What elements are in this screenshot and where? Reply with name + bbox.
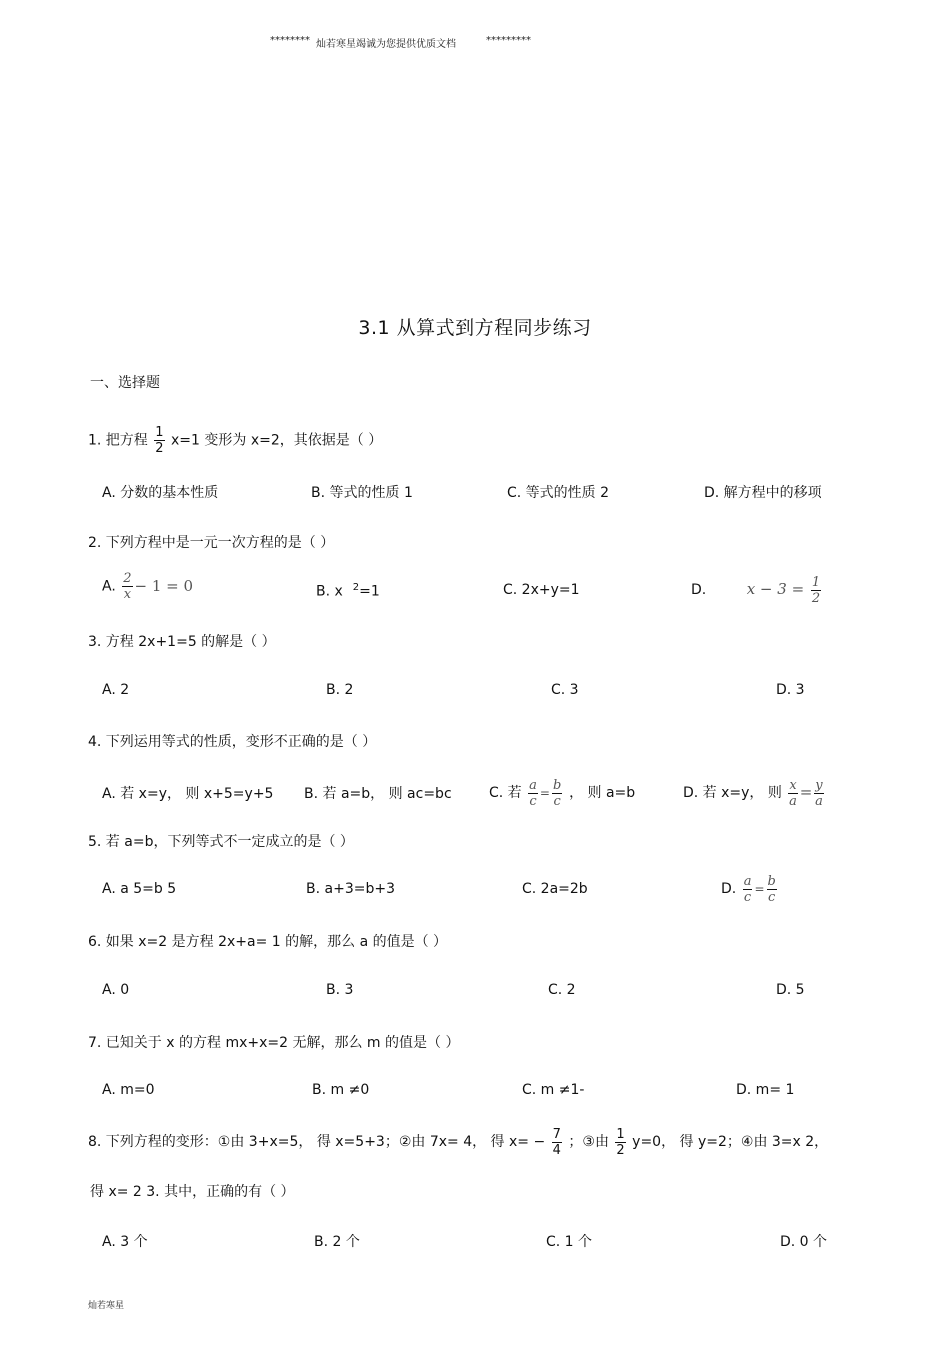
q1-fraction (154, 426, 164, 455)
q5-option-a: A. a 5=b 5 (102, 881, 177, 897)
q1-suffix: x=1 变形为 x=2，其依据是（ ） (171, 432, 383, 449)
q3-option-c: C. 3 (551, 682, 579, 698)
q4-c-rest: ， 则 a=b (569, 785, 636, 801)
q5-d-label: D. (721, 881, 737, 897)
q8-text-a: 8. 下列方程的变形：①由 3+x=5， 得 x=5+3；②由 7x= 4， 得 x= − (88, 1134, 546, 1150)
q1-option-d: D. 解方程中的移项 (704, 485, 822, 501)
q4-d-formula (786, 777, 825, 809)
question-3: 3. 方程 2x+1=5 的解是（ ） (88, 634, 276, 650)
q2-b-sup: 2 (352, 582, 360, 593)
q4-d-num1: x (789, 777, 797, 793)
q2-a-rest: − 1 = 0 (134, 576, 194, 595)
q4-c-den1: c (529, 793, 537, 809)
section-heading: 一、选择题 (90, 375, 160, 391)
q8-option-c: C. 1 个 (546, 1234, 593, 1250)
q4-option-c (489, 772, 635, 808)
q4-d-num2: y (815, 777, 823, 793)
q5-d-num2: b (767, 873, 776, 889)
q4-c-num2: b (552, 777, 562, 793)
q2-a-formula (120, 571, 194, 602)
q3-option-d: D. 3 (776, 682, 805, 698)
q8-frac1-den: 4 (552, 1142, 561, 1158)
q7-option-d: D. m= 1 (736, 1082, 795, 1098)
q8-text-c: y=0， 得 y=2；④由 3=x 2， (632, 1134, 829, 1150)
q7-option-a: A. m=0 (102, 1082, 155, 1098)
q5-option-d (721, 871, 779, 904)
q1-prefix: 1. 把方程 (88, 432, 148, 449)
q3-option-a: A. 2 (102, 682, 130, 698)
q8-frac1-num: 7 (552, 1126, 561, 1142)
question-7: 7. 已知关于 x 的方程 mx+x=2 无解，那么 m 的值是（ ） (88, 1035, 460, 1051)
q4-c-label: C. 若 (489, 785, 522, 801)
q5-d-formula (741, 873, 779, 905)
q5-option-b: B. a+3=b+3 (306, 881, 395, 897)
q2-a-num: 2 (123, 571, 132, 586)
q1-option-b: B. 等式的性质 1 (311, 485, 413, 501)
q8-frac-2 (615, 1128, 625, 1157)
q5-d-num1: a (743, 873, 752, 889)
q7-option-b: B. m ≠0 (312, 1082, 370, 1098)
q1-frac-num: 1 (155, 425, 164, 440)
q2-option-c: C. 2x+y=1 (503, 582, 580, 598)
header-left-stars: ******** (270, 35, 310, 46)
q8-option-a: A. 3 个 (102, 1234, 148, 1250)
q4-d-den2: a (815, 793, 823, 809)
q7-option-c: C. m ≠1- (522, 1082, 585, 1098)
q3-option-b: B. 2 (326, 682, 354, 698)
question-2: 2. 下列方程中是一元一次方程的是（ ） (88, 535, 335, 551)
q5-d-eq: = (754, 882, 765, 896)
q4-c-num1: a (529, 777, 537, 793)
q8-option-b: B. 2 个 (314, 1234, 360, 1250)
q4-d-den1: a (789, 793, 797, 809)
q1-frac-den: 2 (155, 441, 164, 456)
q5-d-den1: c (743, 889, 752, 905)
q2-option-d (691, 572, 823, 605)
q8-text-b: ；③由 (568, 1134, 609, 1150)
q8-option-d: D. 0 个 (780, 1234, 828, 1250)
q4-c-formula (526, 777, 569, 809)
question-1 (88, 426, 382, 455)
q4-option-a: A. 若 x=y， 则 x+5=y+5 (102, 786, 274, 802)
question-4: 4. 下列运用等式的性质，变形不正确的是（ ） (88, 734, 377, 750)
q6-option-a: A. 0 (102, 982, 130, 998)
question-6: 6. 如果 x=2 是方程 2x+a= 1 的解，那么 a 的值是（ ） (88, 934, 448, 950)
q4-option-b: B. 若 a=b， 则 ac=bc (304, 786, 452, 802)
q8-frac2-num: 1 (616, 1126, 625, 1142)
q6-option-b: B. 3 (326, 982, 354, 998)
q2-a-label: A. (102, 578, 116, 595)
q2-d-num: 1 (811, 574, 821, 590)
page-title: 3.1 从算式到方程同步练习 (358, 317, 592, 339)
q2-d-den: 2 (811, 590, 821, 606)
q8-frac2-den: 2 (616, 1142, 625, 1158)
question-8-line-1 (88, 1120, 828, 1157)
footer-text: 灿若寒星 (88, 1301, 125, 1311)
q2-d-left: x − 3 = (746, 580, 805, 598)
q2-b-text: B. x (316, 583, 343, 600)
q2-a-den: x (123, 587, 132, 602)
header-right-stars: ********* (486, 35, 531, 46)
q8-frac-1 (552, 1128, 562, 1157)
q4-option-d (683, 772, 826, 808)
q2-option-a (102, 572, 193, 601)
q6-option-d: D. 5 (776, 982, 805, 998)
q5-d-den2: c (768, 889, 776, 905)
q2-option-b (316, 582, 380, 600)
q4-c-eq: = (539, 786, 550, 800)
q5-option-c: C. 2a=2b (522, 881, 588, 897)
q6-option-c: C. 2 (548, 982, 576, 998)
question-5: 5. 若 a=b，下列等式不一定成立的是（ ） (88, 834, 354, 850)
q4-d-eq: = (799, 783, 813, 801)
q4-c-den2: c (553, 793, 561, 809)
q2-d-label: D. (691, 582, 707, 598)
q2-d-formula (746, 574, 824, 606)
question-8-line-2: 得 x= 2 3. 其中，正确的有（ ） (90, 1184, 295, 1200)
q1-option-c: C. 等式的性质 2 (507, 485, 610, 501)
q1-option-a: A. 分数的基本性质 (102, 485, 219, 501)
q2-b-rest: =1 (359, 583, 380, 600)
q4-d-label: D. 若 x=y， 则 (683, 785, 782, 801)
header-text: 灿若寒星竭诚为您提供优质文档 (316, 39, 456, 50)
